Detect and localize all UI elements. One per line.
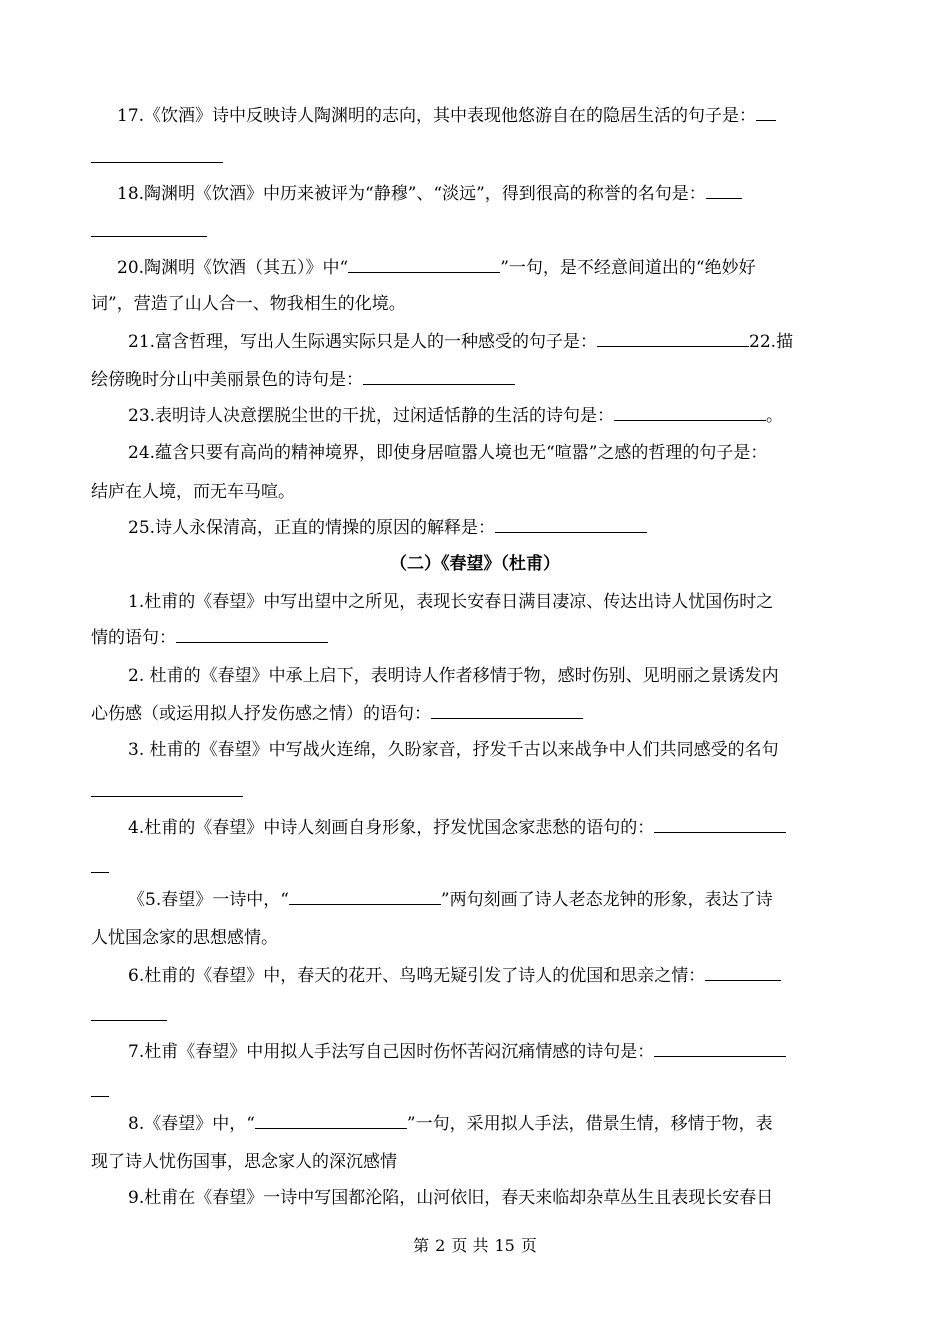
answer-blank[interactable] xyxy=(289,888,441,905)
answer-blank[interactable] xyxy=(255,1112,407,1129)
question-cw-8-cont: 现了诗人忧伤国事，思念家人的深沉感情 xyxy=(91,1152,397,1172)
answer-blank[interactable] xyxy=(91,146,223,163)
question-cw-6: 6.杜甫的《春望》中，春天的花开、鸟鸣无疑引发了诗人的优国和思亲之情： xyxy=(128,964,781,988)
question-cw-9: 9.杜甫在《春望》一诗中写国都沦陷，山河依旧，春天来临却杂草丛生且表现长安春日 xyxy=(128,1188,774,1208)
answer-blank[interactable] xyxy=(654,1040,786,1057)
question-cw-2: 2. 杜甫的《春望》中承上启下，表明诗人作者移情于物，感时伤别、见明丽之景诱发内 xyxy=(128,666,779,686)
question-24: 24.蕴含只要有高尚的精神境界，即使身居喧嚣人境也无“喧嚣”之感的哲理的句子是： xyxy=(128,443,768,463)
question-cw-8: 8.《春望》中，“ ”一句，采用拟人手法，借景生情，移情于物，表 xyxy=(128,1114,773,1134)
answer-blank[interactable] xyxy=(176,626,328,643)
question-cw-1-cont: 情的语句： xyxy=(91,626,328,650)
question-cw-7: 7.杜甫《春望》中用拟人手法写自己因时伤怀苦闷沉痛情感的诗句是： xyxy=(128,1040,786,1064)
question-cw-6-cont xyxy=(91,1004,167,1028)
question-18: 18.陶渊明《饮酒》中历来被评为“静穆”、“淡远”，得到很高的称誉的名句是： xyxy=(117,182,742,206)
question-cw-2-cont: 心伤感（或运用拟人抒发伤感之情）的语句： xyxy=(91,702,583,726)
question-cw-5: 《5.春望》一诗中，“ ”两句刻画了诗人老态龙钟的形象，表达了诗 xyxy=(128,890,773,910)
answer-blank[interactable] xyxy=(91,856,109,873)
answer-blank[interactable] xyxy=(363,368,515,385)
answer-blank[interactable] xyxy=(91,1004,167,1021)
answer-blank[interactable] xyxy=(348,256,500,273)
section-heading: （二）《春望》（杜甫） xyxy=(390,554,560,574)
question-25: 25.诗人永保清高，正直的情操的原因的解释是： xyxy=(128,516,647,540)
answer-blank[interactable] xyxy=(91,220,207,237)
question-22: 绘傍晚时分山中美丽景色的诗句是： xyxy=(91,368,515,392)
answer-blank[interactable] xyxy=(614,404,766,421)
question-cw-3: 3. 杜甫的《春望》中写战火连绵，久盼家音，抒发千古以来战争中人们共同感受的名句 xyxy=(128,740,779,760)
question-cw-4-cont xyxy=(91,856,109,880)
question-cw-1: 1.杜甫的《春望》中写出望中之所见，表现长安春日满目凄凉、传达出诗人忧国伤时之 xyxy=(128,592,774,612)
question-20-cont: 词”，营造了山人合一、物我相生的化境。 xyxy=(91,294,406,314)
question-23: 23.表明诗人决意摆脱尘世的干扰，过闲适恬静的生活的诗句是： 。 xyxy=(128,406,784,426)
answer-blank[interactable] xyxy=(495,516,647,533)
question-24-cont: 结庐在人境，而无车马喧。 xyxy=(91,482,295,502)
answer-blank[interactable] xyxy=(91,1080,109,1097)
total-pages: 15 xyxy=(494,1236,515,1255)
question-20: 20.陶渊明《饮酒（其五）》中“ ”一句，是不经意间道出的“绝妙好 xyxy=(117,258,756,278)
question-cw-4: 4.杜甫的《春望》中诗人刻画自身形象，抒发忧国念家悲愁的语句的： xyxy=(128,816,786,840)
answer-blank[interactable] xyxy=(431,702,583,719)
answer-blank[interactable] xyxy=(654,816,786,833)
page-number: 2 xyxy=(435,1236,446,1255)
answer-blank[interactable] xyxy=(91,780,243,797)
question-21: 21.富含哲理，写出人生际遇实际只是人的一种感受的句子是： 22.描 xyxy=(128,332,794,352)
answer-blank[interactable] xyxy=(706,182,742,199)
question-cw-3-cont xyxy=(91,780,243,804)
question-cw-7-cont xyxy=(91,1080,109,1104)
question-17-cont xyxy=(91,146,223,170)
question-17: 17.《饮酒》诗中反映诗人陶渊明的志向，其中表现他悠游自在的隐居生活的句子是： xyxy=(117,104,776,128)
answer-blank[interactable] xyxy=(705,964,781,981)
answer-blank[interactable] xyxy=(756,104,776,121)
question-18-cont xyxy=(91,220,207,244)
page-footer: 第 2 页 共 15 页 xyxy=(413,1236,537,1255)
question-cw-5-cont: 人忧国念家的思想感情。 xyxy=(91,928,278,948)
answer-blank[interactable] xyxy=(597,330,749,347)
